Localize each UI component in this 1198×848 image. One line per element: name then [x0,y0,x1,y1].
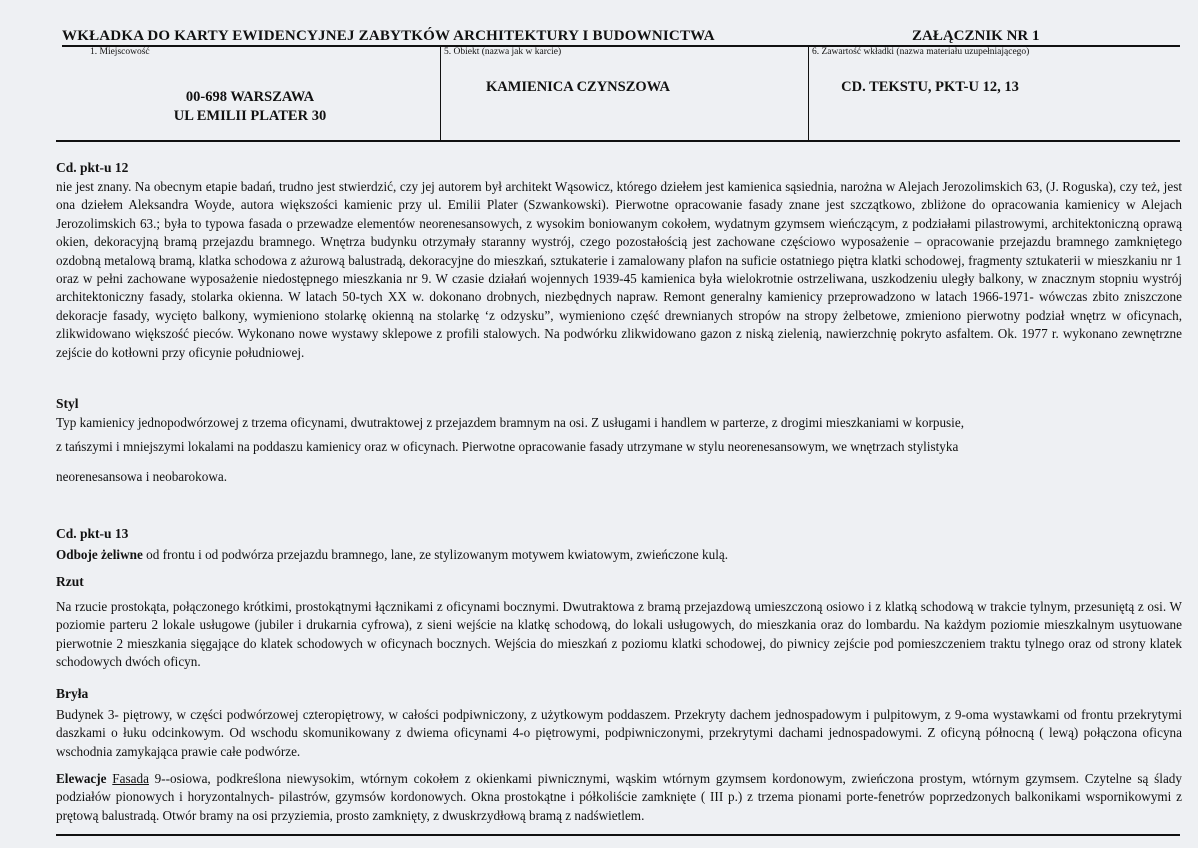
elewacje-paragraph [56,770,1182,825]
object-value: KAMIENICA CZYNSZOWA [485,79,671,95]
elewacje-label: Elewacje [56,771,107,786]
bryla-heading: Bryła [56,686,89,701]
field-6-label: 6. Zawartość wkładki (nazwa materiału uzupełniającego) [812,47,1030,57]
styl-heading: Styl [56,396,79,411]
rzut-heading: Rzut [56,574,84,589]
annex-number: ZAŁĄCZNIK NR 1 [912,28,1040,44]
styl-line-2: z tańszymi i mniejszymi lokalami na poddaszu kamienicy oraz w oficynach. Pierwotne opracowanie fasady utrzymane w stylu neorenesansowym, we wnętrzach stylistyka [56,439,959,454]
elewacje-text: 9--osiowa, podkreślona niewysokim, wtórnym cokołem z okienkami piwnicznymi, wąskim wtórnym gzymsem kordonowym, zwieńczona prostym, wtórnym gzymsem. Czytelne są ślady podziałów pionowych i horyzontalnych- pilastrów, gzymsów kordonowych. Okna prostokątne i półkoliście zamknięte ( III p.) z trzema pionami porte-fenetrów poprzedzonych balkonikami wspornikowymi z prętową balustradą. Otwór bramy na osi przyziemia, prosto zamknięty, z dwuskrzydłową bramą z nadświetlem. [56,771,1182,823]
odboje-label: Odboje żeliwne [56,547,143,562]
fasada-label: Fasada [112,771,149,786]
contents-value: CD. TEKSTU, PKT-U 12, 13 [841,79,1019,95]
field-1-label: 1. Miejscowość [90,47,150,57]
footer-rule [56,834,1180,836]
location-line-2: UL EMILII PLATER 30 [173,108,327,124]
styl-line-3: neorenesansowa i neobarokowa. [56,469,228,484]
styl-line-1: Typ kamienicy jednopodwórzowej z trzema oficynami, dwutraktowej z przejazdem bramnym na osi. Z usługami i handlem w parterze, z drogimi mieszkaniami w korpusie, [56,415,964,430]
header-divider-2 [808,45,809,141]
rzut-text: Na rzucie prostokąta, połączonego krótkimi, prostokątnymi łącznikami z oficynami bocznymi. Dwutraktowa z bramą przejazdową umieszczoną osiowo i z klatką schodową w trakcie tylnym, przesuniętą z osi. W poziomie parteru 2 lokale usługowe (jubiler i drukarnia cyfrowa), z sieni wejście na klatkę schodową, do lokali usługowych, do mieszkania oraz do lombardu. Na każdym poziomie mieszkalnym usytuowane pierwotnie 2 mieszkania sięgające do klatek schodowych w oficynach bocznych. Wejścia do mieszkań z poziomu klatki schodowej, do piwnicy zejście pod pomieszczeniem traktu tylnego oraz od strony klatek schodowych dwóch oficyn. [56,599,1182,670]
section-13-heading: Cd. pkt-u 13 [56,526,129,541]
section-12-text: nie jest znany. Na obecnym etapie badań, trudno jest stwierdzić, czy jej autorem był architekt Wąsowicz, którego dziełem jest kamienica sąsiednia, narożna w Alejach Jerozolimskich 63, (J. Roguska), czy też, jest ona dziełem Aleksandra Woyde, autora większości kamienic przy ul. Emilii Plater (Szwankowski). Pierwotne opracowanie fasady znane jest szczątkowo, zbliżone do opracowania kamienicy w Alejach Jerozolimskich 63.; była to typowa fasada o przewadze elementów neorenesansowych, z wysokim boniowanym cokołem, wydatnym gzymsem wieńczącym, z podziałami pilastrowymi, architektoniczną oprawą okien, dekoracyjną bramą przejazdu bramnego. Wnętrza budynku otrzymały staranny wystrój, czego pozostałością jest zachowane częściowo wyposażenie – opracowanie przejazdu bramnego zamkniętego ozdobną metalową bramą, klatka schodowa z ażurową balustradą, dekoracyjne do mieszkań, sztukaterie i zamalowany plafon na suficie ostatniego piętra klatki schodowej, fragmenty sztukaterii w mieszkaniu nr 1 oraz w pełni zachowane wyposażenie niedostępnego mieszkania nr 9. W czasie działań wojennych 1939-45 kamienica była wielokrotnie ostrzeliwana, uszkodzeniu uległy balkony, w znacznym stopniu wystrój architektoniczny fasady, stolarka okienna. W latach 50-tych XX w. dokonano drobnych, niezbędnych napraw. Remont generalny kamienicy przeprowadzono w latach 1966-1971- wówczas zbito zniszczone dekoracje fasady, wycięto balkony, wymieniono stolarkę okienną na stolarkę ‘z odzysku”, wymieniono część drewnianych stropów na stropy żelbetowe, zmieniono pierwotny podział wnętrz w oficynach, zlikwidowano większość pieców. Wykonano nowe wystawy sklepowe z profili stalowych. Na podwórku zlikwidowano gazon z niską zielenią, nawierzchnię pokryto asfaltem. Ok. 1977 r. wykonano zewnętrzne zejście do kotłowni przy oficynie południowej. [56,179,1182,360]
header-bottom-rule [56,140,1180,142]
field-5-label: 5. Obiekt (nazwa jak w karcie) [444,47,562,57]
header-divider-1 [440,45,441,141]
odboje-text: od frontu i od podwórza przejazdu bramnego, lane, ze stylizowanym motywem kwiatowym, zwieńczone kulą. [142,547,729,562]
bryla-text: Budynek 3- piętrowy, w części podwórzowej czteropiętrowy, w całości podpiwniczony, z użytkowym poddaszem. Przekryty dachem jednospadowym i pulpitowym, z 9-oma wystawkami od frontu przekrytymi daszkami o łuku odcinkowym. Od wschodu skomunikowany z dwiema oficynami 4-o piętrowymi, podpiwniczonymi, przekrytymi dachami jednospadowymi. Z oficyną północną ( lewą) połączona oficyna wschodnia zamykająca prawie całe podwórze. [56,707,1182,759]
location-value [120,88,380,126]
location-line-1: 00-698 WARSZAWA [185,89,315,105]
document-title: WKŁADKA DO KARTY EWIDENCYJNEJ ZABYTKÓW ARCHITEKTURY I BUDOWNICTWA [62,28,715,44]
section-12-heading: Cd. pkt-u 12 [56,160,129,175]
odboje-paragraph [56,546,1182,564]
